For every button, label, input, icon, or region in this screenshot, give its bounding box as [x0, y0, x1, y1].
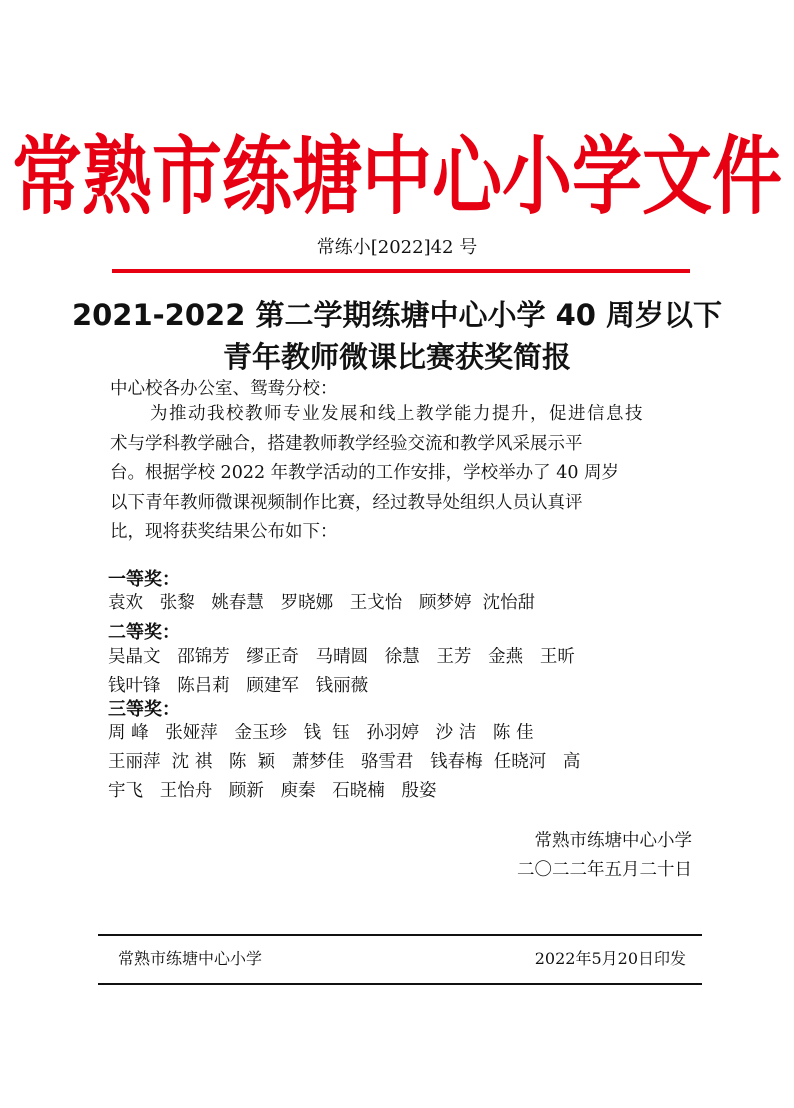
paragraph-line: 比，现将获奖结果公布如下：: [110, 522, 338, 542]
first-prize-list: [108, 589, 535, 618]
third-prize-list: [108, 719, 580, 806]
first-prize-heading: 一等奖：: [108, 569, 180, 590]
addressee: 中心校各办公室、鸳鸯分校：: [110, 379, 338, 399]
paragraph-line: 以下青年教师微课视频制作比赛，经过教导处组织人员认真评: [110, 492, 583, 513]
paragraph-line: 为推动我校教师专业发展和线上教学能力提升，促进信息技: [150, 404, 644, 424]
signature-org: 常熟市练塘中心小学: [534, 831, 692, 851]
paragraph-line: 台。根据学校 2022 年教学活动的工作安排，学校举办了 40 周岁: [110, 463, 620, 483]
masthead-title: 常熟市练塘中心小学文件: [12, 126, 782, 227]
paragraph-line: 术与学科教学融合，搭建教师教学经验交流和教学风采展示平: [110, 433, 583, 454]
third-prize-heading: 三等奖：: [108, 699, 180, 720]
document-title: [60, 294, 734, 378]
document-number: 常练小[2022]42 号: [316, 237, 478, 258]
winner-line: 袁欢 张黎 姚春慧 罗晓娜 王戈怡 顾梦婷 沈怡甜: [108, 593, 536, 613]
winner-line: 周 峰 张娅萍 金玉珍 钱 钰 孙羽婷 沙 洁 陈 佳: [108, 723, 534, 743]
red-divider: [112, 269, 690, 273]
signature-date: 二〇二二年五月二十日: [517, 860, 692, 880]
second-prize-heading: 二等奖：: [108, 622, 180, 643]
winner-line: 吴晶文 邵锦芳 缪正奇 马晴圆 徐慧 王芳 金燕 王昕: [108, 647, 575, 667]
footer-org: 常熟市练塘中心小学: [118, 949, 263, 968]
second-prize-list: [108, 643, 575, 701]
winner-line: 王丽萍 沈 祺 陈 颖 萧梦佳 骆雪君 钱春梅 任晓河 高: [108, 752, 581, 772]
footer-print-date: 2022年5月20日印发: [534, 949, 686, 968]
winner-line: 钱叶锋 陈吕莉 顾建军 钱丽薇: [108, 676, 369, 696]
winner-line: 宇飞 王怡舟 顾新 庾秦 石晓楠 殷姿: [108, 781, 437, 801]
footer-bottom-rule: [98, 983, 702, 985]
footer-top-rule: [98, 934, 702, 936]
body-paragraph: [110, 400, 690, 548]
title-line-2: 青年教师微课比赛获奖简报: [222, 340, 571, 374]
title-line-1: 2021-2022 第二学期练塘中心小学 40 周岁以下: [71, 298, 723, 332]
